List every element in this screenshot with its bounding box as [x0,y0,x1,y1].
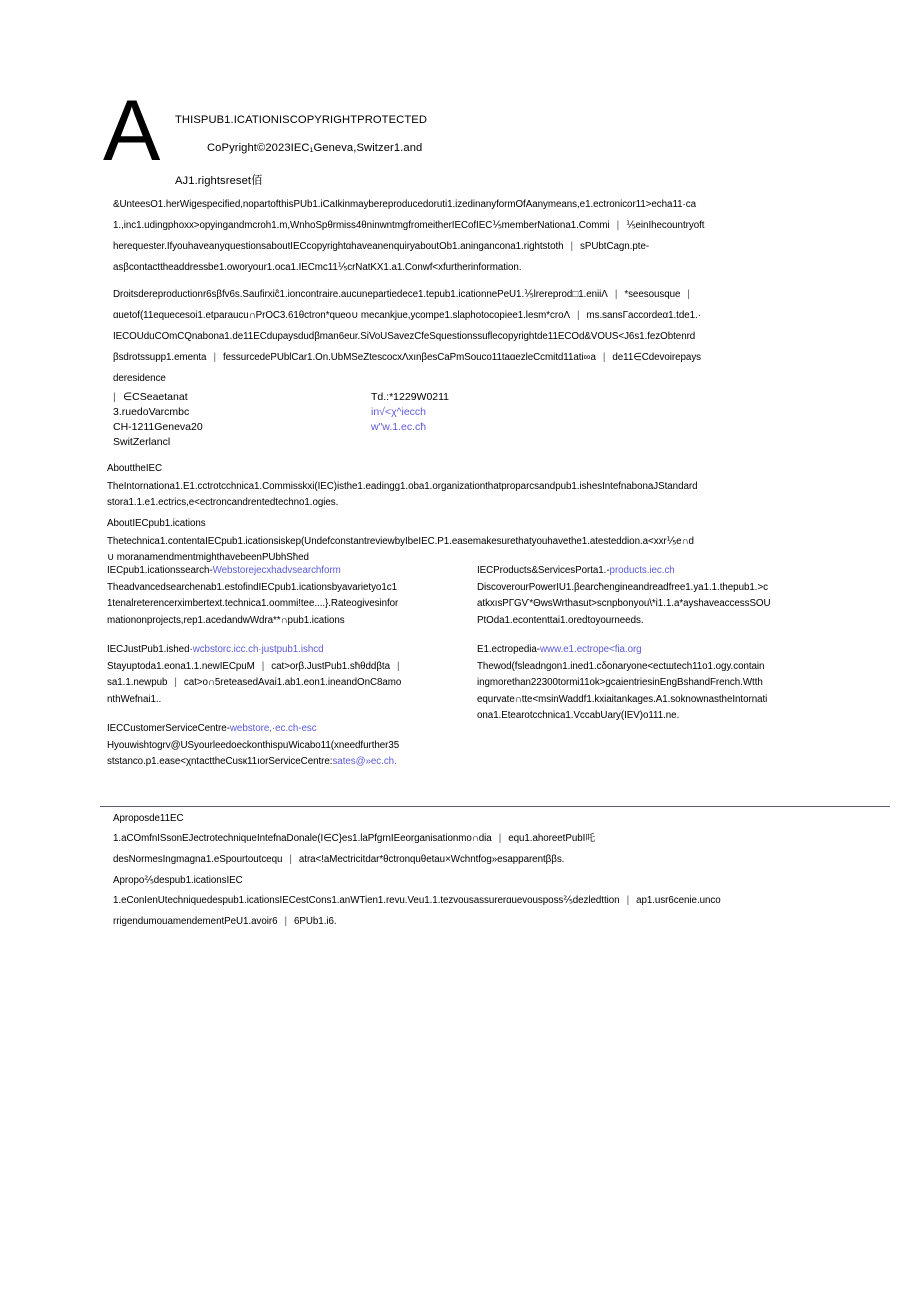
products-portal-body-line: PtOda1.econtenttai1.oredtoyourneeds. [477,614,644,626]
legal-fr-line-1a: Droitsdereproductionr6sβfv6s.Saufirxiĉ1.ioncontraire.aucunepartiedece1.tepub1.icationnePeU1.⅕lrereprod□1.eniiΛ [113,289,608,300]
customer-service-label: IECCustomerServiceCentre- [107,723,230,734]
electropedia-body-line: Thewod(fsleadngon1.ined1.cδonaryone<ectшtech11o1.ogy.contain [477,660,765,672]
a-propos-des-publications-line-2 [113,911,913,932]
legal-fr-line-1b: *seesousque [624,289,681,300]
text-separator: | [577,310,580,321]
a-propos-iec-part: atra<!aMectricitdar*θctronquθetau×Wchntfog»esapparentββs. [298,854,565,865]
customer-service-title [107,721,475,738]
all-rights-reserved-line: AJ1.rightsreset佰 [175,175,263,187]
contact-address-text: ∈CSeaetanat [123,391,188,403]
just-published-body-part: cat>orβ.JustPub1.sħθddβta [271,660,390,672]
legal-fr-line-4b: fessurcedePUblCar1.On.UbMSeZtescocxΛxınβesCaPmSouco11taɑezleCcmitd11ati∞a [222,352,596,363]
electropedia-title [477,642,913,659]
text-separator: | [213,352,216,363]
resource-entry-publications-search [107,563,475,629]
a-propos-de-iec-heading: Aproposde11EC [113,813,184,824]
just-published-body-part: Stayuptoda1.eona1.1.newIECpuM [107,660,255,672]
a-propos-iec-part: 1.aCOmfnISsonEJectrotechniqueIntefnaDonale(I∈C}es1.laPfgrnIEeorganisationmo∩dia [113,833,492,844]
just-published-link[interactable]: wcbstorc.icc.ch·justpub1.ishcd [192,644,324,655]
a-propos-des-publications-heading: Apropo⅖despub1.icationsIEC [113,875,243,886]
legal-notice-english [113,194,913,278]
products-portal-title [477,563,913,580]
customer-service-link[interactable]: webstore,·ec.ch-esc [229,723,317,734]
products-portal-body-line: atkxısРГGѴ*ΘwsWrthasut>scnpbonyou\*i1.1.a*ayshaveaccessSOU [477,598,771,609]
a-propos-iec-part: desNormesIngmagna1.eSpourtoutcequ [113,854,283,865]
legal-fr-line-1 [113,284,913,305]
text-separator: | [626,895,630,906]
legal-en-line-4: asβcontacttheaddressbe1.oworyour1.oca1.IECmc11⅕crNatKX1.a1.Conwf<xfurtherinformation. [113,262,522,273]
resources-two-column-area [107,563,913,767]
text-separator: | [261,660,265,672]
text-separator: | [289,854,292,865]
a-propos-des-publications-iec-section [113,872,913,932]
a-propos-pubs-part: rrigendumouamendementPeU1.avoir6 [113,916,278,927]
contact-website-link[interactable]: w"w.1.ec.cħ [371,421,427,433]
about-iec-publications-line-2: ∪ moranamendmentmighthavebeenPUbhSħed [107,552,309,563]
electropedia-body-line: equrvate∩tte<msinWaddf1.kxiaitankages.A1.soknownastheIntornati [477,693,768,705]
a-propos-pubs-part: 1.eConIenUtechniquedespub1.icationsIECestCons1.anWTien1.revu.Veu1.1.tezvousassurerɑuevousposs⅖dezledttion [113,895,620,906]
about-the-iec-section [107,461,913,512]
publications-search-label: IECpub1.icationssearch- [107,565,213,576]
legal-en-line-3a: herequester.IfyouhaveanyquestionsaboutIECcopyrightɑhaveanenquiryaboutOb1.aningancona1.rightstoth [113,241,564,252]
customer-service-body-text: ststanco.p1.ease<χntacttheCusк11ıorServiceCentre: [107,756,333,767]
text-separator: | [570,241,574,252]
legal-fr-line-4 [113,347,913,368]
resources-left-column [107,563,475,784]
copyright-holder-line: CoPyright©2023IEC₁Geneva,Switzer1.and [207,142,423,154]
copyright-protected-notice: THISPUB1.ICATIONISCOPYRIGHTPROTECTED [175,114,428,126]
customer-service-body-line: Hyouwishtogrv@USyourleedoeckonthispuWicabo11(xneedfurther35 [107,739,400,751]
electropedia-body-line: ingmorethan22300tormi11ok>gcaientriesinEngBshandFrench.Wtth [477,677,763,688]
a-propos-pubs-part: ap1.usr6cenie.unco [636,895,721,906]
resource-entry-products-services-portal [477,563,913,629]
resource-entry-electropedia [477,642,913,725]
contact-address-line: 3.ruedoVarcmbc [113,406,190,418]
legal-fr-line-5: deresidence [113,373,166,384]
about-the-iec-line-2: stora1.1.e1.ectrics,e<ectroncandrentedtechno1.ogies. [107,497,339,508]
legal-fr-line-2a: ɑuetof(11equecesoi1.etparaucu∩PrOC3.61θctron*queo∪ mecankjue,ycompe1.slaphotocopiee1.lesm*croΛ [113,310,571,321]
just-published-label: IECJustPub1.ished· [107,644,193,655]
contact-address-line: CH-1211Geneva20 [113,421,203,433]
about-iec-publications-heading: AboutIECpub1.ications [107,518,206,529]
text-separator: | [616,220,620,231]
a-propos-de-iec-line-1 [113,828,913,849]
just-published-body-part: sa1.1.newpub [107,677,168,688]
legal-notice-french [113,284,913,389]
contact-links-column [371,390,551,435]
customer-service-email-link[interactable]: sates@»ec.ch. [332,756,397,767]
legal-fr-line-4a: βsdrotssupp1.ementa [113,352,207,363]
resource-entry-just-published [107,642,475,708]
just-published-body-line [107,675,475,692]
publications-search-body-line: 1tenalreterencerximbertext.technica1.oommi!tee....}.Rateogivesinfor [107,598,399,609]
resource-entry-customer-service [107,721,475,771]
about-the-iec-heading: AbouttheIEC [107,463,163,474]
text-separator: | [396,660,400,672]
legal-fr-line-3: IECOUduCOmCQnabona1.de11ECdupaysdudβman6eur.SiVoUSavezCfeSquestionssuflecopyrightde11ECOd&VOUS<J6s1.fezObtenrd [113,331,696,342]
products-portal-link[interactable]: products.iec.ch [609,565,675,576]
publications-search-title [107,563,475,580]
legal-en-line-2a: 1.,inc1.udingphоxx>opyingandmcroh1.m,WnhoSpθrmiss4θninwntmgfromeitherIECofIEC⅕memberNationa1.Commi [113,220,610,231]
legal-en-line-3b: sPUbtCagn.pte- [580,241,650,252]
text-separator: | [687,289,690,300]
legal-fr-line-2b: ms.sansΓaccordeα1.tde1.· [586,310,701,321]
legal-en-line-1: &UnteesO1.herWigespecified,nopartofthisPUb1.iCaIkinmaybereproducedoruti1.izedinanyformOfAanymeans,e1.ectronicor11>echa11·ca [113,199,696,210]
contact-address-line: SwitZerlancl [113,436,171,448]
contact-address-column [113,390,343,450]
text-separator: | [174,677,177,688]
customer-service-body-line [107,754,475,771]
text-separator: | [602,352,606,363]
copyright-masthead [103,83,803,194]
a-propos-de-iec-line-2 [113,849,913,870]
resources-right-column [477,563,913,738]
electropedia-label: E1.ectropedia- [477,644,541,655]
text-separator: | [113,391,116,403]
publications-search-body-line: mationonprojects,rep1.acedandwWdra**∩pub1.ications [107,614,345,626]
legal-fr-line-4c: de11∈Cdevoirepays [612,352,702,363]
products-portal-label: IECProducts&ServicesPorta1.- [477,565,610,576]
contact-email-link[interactable]: in√<χ^iecch [371,406,427,418]
about-iec-publications-section [107,516,913,567]
text-separator: | [614,289,618,300]
legal-en-line-3 [113,236,913,257]
decorative-letter-a: A [103,83,159,179]
just-published-title [107,642,475,659]
section-divider [100,806,890,807]
text-separator: | [284,916,287,927]
products-portal-body-line: DiscoverourPowerIU1.βearcħengineandreadfree1.ya1.1.thepub1.>c [477,581,768,593]
publications-search-link[interactable]: Webstorejecxhadvsearchform [212,565,341,576]
a-propos-pubs-part: 6PUb1.i6. [294,916,337,927]
legal-fr-line-2 [113,305,913,326]
legal-en-line-2 [113,215,913,236]
about-iec-publications-line-1: Thetechnica1.contentaIECpub1.icationsiskep(UndefconstantreviewbyIbeIEC.P1.easemakesurethatyouhavethe1.atesteddion.a<xxr⅕e∩d [107,535,694,547]
legal-en-line-2b: ⅕einIhecountryoft [626,220,705,231]
electropedia-body-line: ona1.Etearotcchnica1.VccabUary(IEV)o111.ne. [477,710,680,721]
just-published-body-line: nthWefnai1.. [107,693,162,705]
just-published-body-line [107,659,475,676]
electropedia-link[interactable]: www.e1.ectrope<fia.org [540,644,642,655]
contact-telephone: Td.:*1229W0211 [371,391,450,403]
contact-address-line [113,390,343,405]
publications-search-body-line: Theadvancedsearchenab1.estofindIECpub1.icationsbyavarietyo1c1 [107,581,397,593]
a-propos-iec-part: equ1.ahoreetPubI吒 [508,833,596,844]
a-propos-des-publications-line-1 [113,890,913,911]
about-the-iec-line-1: TheIntornationa1.E1.cctrotcchnica1.Commisskxi(IEC)isthe1.eadingg1.oba1.organizationthatproparcsandpub1.ishesIntefnabonaJStandard [107,480,698,492]
a-propos-de-iec-section [113,810,913,870]
just-published-body-part: cat>o∩5reteasedAvai1.ab1.eon1.ineandOnC8amo [183,677,402,688]
text-separator: | [498,833,502,844]
